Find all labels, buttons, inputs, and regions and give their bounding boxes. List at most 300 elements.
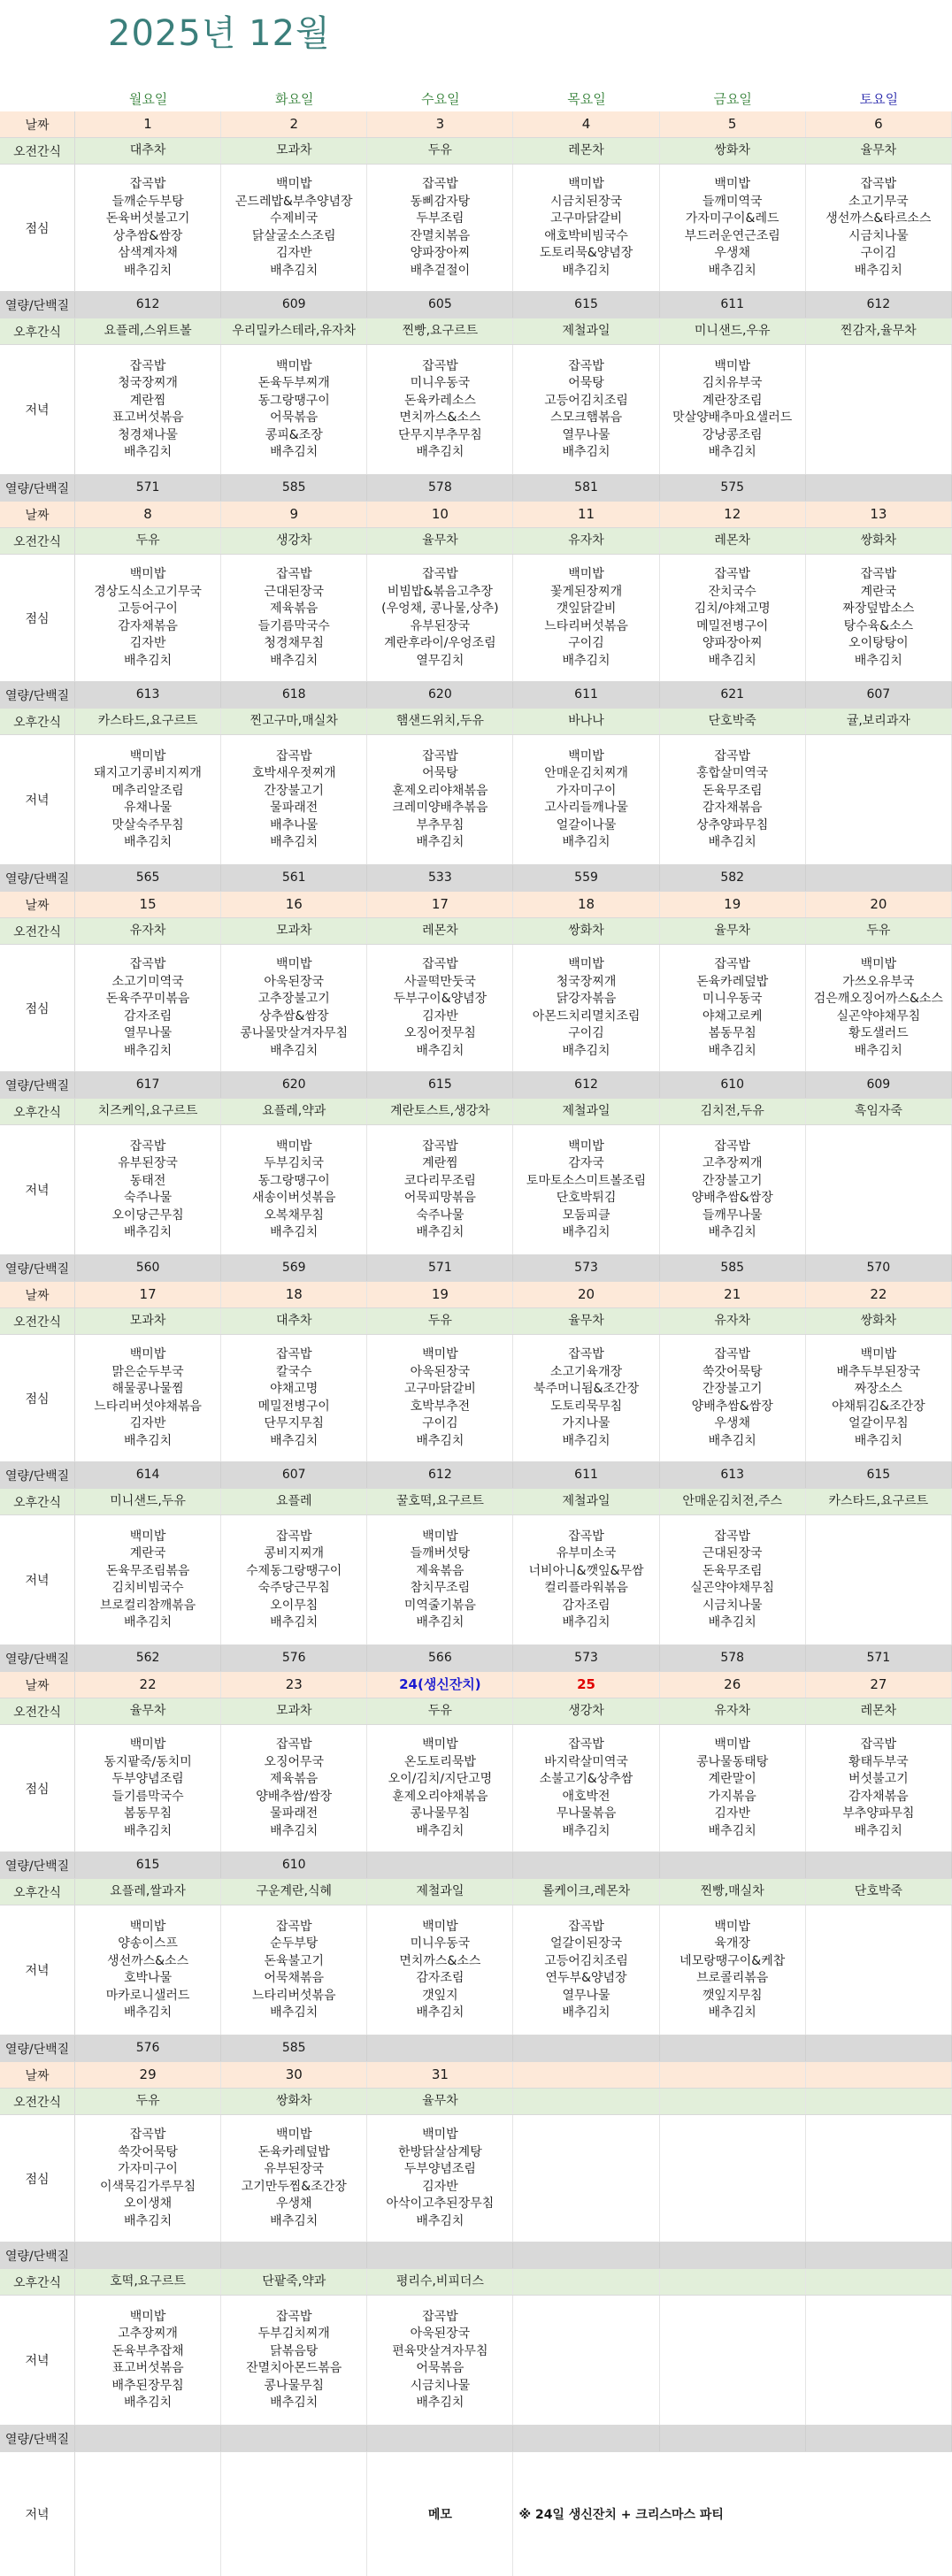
lunch-item: 열무나물: [124, 1026, 173, 1040]
calories-cell: 610: [660, 1072, 806, 1098]
calories-row: [0, 682, 952, 709]
am-snack-cell: 율무차: [660, 918, 806, 944]
calories-dinner-cell: 573: [513, 1645, 659, 1671]
lunch-item: 배추김치: [270, 653, 319, 668]
lunch-item: 소불고기&상추쌈: [539, 1772, 633, 1786]
pm-snack-label: 오후간식: [0, 1099, 75, 1124]
dinner-item: 컬리플라워볶음: [544, 1581, 628, 1595]
lunch-item: 배추김치: [708, 1823, 756, 1838]
dinner-item: 잡곡밥: [422, 1138, 458, 1154]
lunch-cell: [513, 1725, 659, 1852]
lunch-item: 청국장찌개: [556, 974, 617, 989]
weekday-1: 화요일: [274, 90, 314, 107]
lunch-item: 우생채: [275, 2196, 312, 2211]
lunch-cell: [367, 945, 513, 1071]
dinner-item: 배추김치: [416, 1225, 464, 1239]
dinner-item: 김치비빔국수: [111, 1581, 184, 1595]
am-snack-row: [0, 2089, 952, 2115]
lunch-item: 구이김: [860, 246, 897, 260]
lunch-item: 배추김치: [124, 263, 173, 278]
pm-snack-cell: [660, 2269, 806, 2295]
dinner-item: 메추리알조림: [111, 783, 184, 798]
calories-dinner-cell: [367, 2036, 513, 2061]
lunch-item: 버섯불고기: [848, 1772, 909, 1786]
calories-cell: [513, 2242, 659, 2268]
calories-cell: [367, 1852, 513, 1878]
lunch-item: 잡곡밥: [422, 567, 458, 581]
date-row: [0, 892, 952, 918]
lunch-row: [0, 165, 952, 292]
dinner-item: 상추양파무침: [696, 817, 769, 832]
lunch-item: 황태두부국: [848, 1754, 909, 1769]
dinner-cell: [221, 735, 367, 864]
dinner-item: 배추김치: [562, 1225, 610, 1239]
lunch-item: 감자채볶음: [118, 618, 178, 633]
calories-dinner-cell: 576: [75, 2036, 221, 2061]
menu-calendar: [0, 85, 952, 2576]
lunch-item: 들깨미역국: [702, 194, 763, 209]
lunch-item: 야채고로케: [702, 1008, 763, 1024]
am-snack-cell: 율무차: [513, 1308, 659, 1334]
lunch-item: 두부조림: [416, 211, 464, 226]
lunch-item: 고구마닭갈비: [549, 211, 623, 226]
memo-blank: [75, 2452, 221, 2576]
calories-dinner-cell: 570: [806, 1255, 952, 1281]
date-cell: 31: [367, 2062, 513, 2088]
lunch-item: 온도토리묵밥: [403, 1754, 476, 1769]
calories-cell: 607: [806, 682, 952, 708]
dinner-item: 계란국: [129, 1546, 166, 1560]
lunch-item: 배추김치: [854, 263, 902, 278]
lunch-item: 애호박비빔국수: [544, 228, 628, 243]
dinner-item: 강낭콩조림: [702, 427, 763, 442]
date-cell: 21: [660, 1282, 806, 1307]
lunch-item: 아욱된장국: [264, 974, 325, 989]
am-snack-cell: [806, 2089, 952, 2114]
calories-label: 열량/단백질: [0, 292, 75, 318]
am-snack-cell: 유자차: [660, 1698, 806, 1724]
lunch-item: 양파장아찌: [410, 246, 471, 260]
am-snack-cell: 유자차: [75, 918, 221, 944]
lunch-item: 동삐감자탕: [410, 194, 471, 209]
calories-row: [0, 1072, 952, 1099]
lunch-item: 닭살굴소스조림: [251, 228, 336, 243]
dinner-item: 네모랑땡구이&케찹: [679, 1953, 786, 1968]
calories-dinner-cell: 582: [660, 865, 806, 891]
dinner-item: 편육맛살겨자무침: [392, 2343, 488, 2358]
lunch-item: 김자반: [129, 636, 166, 650]
pm-snack-cell: 우리밀카스테라,유자차: [221, 318, 367, 344]
dinner-item: 배추김치: [124, 445, 173, 459]
dinner-item: 감자조림: [562, 1598, 610, 1613]
lunch-item: 백미밥: [714, 1737, 750, 1752]
calories-cell: 612: [367, 1462, 513, 1488]
dinner-item: 배추김치: [270, 835, 319, 849]
lunch-cell: [806, 945, 952, 1071]
calories-cell: 617: [75, 1072, 221, 1098]
lunch-cell: [660, 555, 806, 681]
weekday-header: [0, 85, 952, 111]
lunch-cell: [806, 1725, 952, 1852]
lunch-item: 봄동무침: [708, 1026, 756, 1040]
dinner-item: 백미밥: [714, 358, 750, 373]
lunch-item: 콩나물맛살겨자무침: [240, 1026, 349, 1040]
dinner-label: 저녁: [0, 735, 75, 864]
lunch-item: 무나물볶음: [556, 1806, 617, 1821]
lunch-item: 들기름막국수: [111, 1789, 184, 1804]
lunch-row: [0, 555, 952, 682]
lunch-item: 두부구이&양념장: [393, 992, 488, 1006]
lunch-label: 점심: [0, 945, 75, 1071]
lunch-item: 잡곡밥: [275, 1347, 312, 1361]
calories-cell: 612: [513, 1072, 659, 1098]
lunch-item: 느타리버섯야채볶음: [94, 1399, 202, 1414]
am-snack-cell: 유자차: [513, 528, 659, 554]
calories-dinner-cell: [221, 2426, 367, 2451]
calories-cell: 614: [75, 1462, 221, 1488]
date-cell: 8: [75, 502, 221, 527]
date-cell: 22: [75, 1672, 221, 1698]
dinner-item: 숙주나물: [124, 1191, 173, 1205]
dinner-item: 감자채볶음: [702, 801, 763, 815]
lunch-cell: [806, 2115, 952, 2242]
date-cell: 16: [221, 892, 367, 917]
lunch-item: 고추장불고기: [257, 992, 330, 1006]
dinner-cell: [221, 2296, 367, 2425]
lunch-item: 간장불고기: [702, 1382, 763, 1396]
dinner-item: 토마토소스미트볼조림: [526, 1173, 647, 1188]
dinner-item: 배추김치: [416, 1615, 464, 1629]
dinner-item: 배추김치: [708, 445, 756, 459]
lunch-item: 잡곡밥: [714, 1347, 750, 1361]
lunch-item: 백미밥: [714, 177, 750, 191]
dinner-item: 유채나물: [124, 801, 173, 815]
dinner-cell: [367, 345, 513, 474]
lunch-item: 잡곡밥: [568, 1737, 604, 1752]
calories-dinner-row: [0, 2426, 952, 2452]
pm-snack-cell: 요플레,약과: [221, 1099, 367, 1124]
calories-dinner-cell: 578: [660, 1645, 806, 1671]
pm-snack-cell: 햄샌드위치,두유: [367, 709, 513, 734]
page-title: 2025년 12월: [108, 13, 331, 54]
lunch-cell: [513, 945, 659, 1071]
dinner-cell: [806, 735, 952, 864]
date-cell: [513, 2062, 659, 2088]
lunch-cell: [367, 1335, 513, 1461]
dinner-row: [0, 1905, 952, 2036]
lunch-item: 소고기무국: [848, 194, 909, 209]
lunch-item: 배추김치: [854, 1433, 902, 1448]
calories-dinner-cell: 559: [513, 865, 659, 891]
date-label: 날짜: [0, 1672, 75, 1698]
lunch-label: 점심: [0, 555, 75, 681]
pm-snack-cell: 찐고구마,매실차: [221, 709, 367, 734]
am-snack-cell: 생강차: [221, 528, 367, 554]
dinner-item: 청경채나물: [118, 427, 178, 442]
lunch-item: 수제비국: [270, 211, 319, 226]
lunch-item: 배추김치: [124, 1433, 173, 1448]
dinner-item: 아욱된장국: [410, 2327, 471, 2341]
lunch-item: 계란후라이/우엉조림: [384, 636, 496, 650]
lunch-item: 부드러운연근조림: [684, 228, 780, 243]
pm-snack-cell: 제철과일: [513, 318, 659, 344]
dinner-cell: [660, 735, 806, 864]
pm-snack-cell: 단호박죽: [806, 1879, 952, 1905]
pm-snack-cell: 제철과일: [513, 1489, 659, 1514]
calories-dinner-cell: 571: [367, 1255, 513, 1281]
dinner-cell: [367, 1905, 513, 2035]
lunch-item: 잔치국수: [708, 584, 756, 599]
dinner-item: 생선까스&소스: [107, 1953, 189, 1968]
am-snack-label: 오전간식: [0, 918, 75, 944]
lunch-cell: [660, 2115, 806, 2242]
lunch-item: 오징어무국: [264, 1754, 325, 1769]
pm-snack-cell: 흑임자죽: [806, 1099, 952, 1124]
lunch-item: 훈제오리야채볶음: [392, 1789, 488, 1804]
calories-row: [0, 2242, 952, 2269]
date-cell: 12: [660, 502, 806, 527]
dinner-item: 계란장조림: [702, 393, 763, 408]
lunch-item: 잡곡밥: [129, 177, 166, 191]
dinner-item: 양송이스프: [118, 1936, 178, 1951]
date-cell: [806, 2062, 952, 2088]
lunch-cell: [367, 165, 513, 291]
dinner-item: 시금치나물: [702, 1598, 763, 1613]
dinner-item: 브로컬리참깨볶음: [99, 1598, 196, 1613]
dinner-item: 깻잎지무침: [702, 1988, 763, 2003]
calories-dinner-cell: [806, 2426, 952, 2451]
dinner-item: 어묵볶음: [270, 410, 319, 425]
pm-snack-cell: [513, 2269, 659, 2295]
memo-row-label: 저녁: [0, 2452, 75, 2576]
lunch-item: 사골떡만둣국: [403, 974, 476, 989]
dinner-item: 느타리버섯볶음: [251, 1988, 336, 2003]
lunch-item: 배추김치: [708, 263, 756, 278]
calories-dinner-cell: 561: [221, 865, 367, 891]
am-snack-cell: 쌍화차: [221, 2089, 367, 2114]
lunch-item: 잡곡밥: [129, 2128, 166, 2142]
calories-dinner-cell: [660, 2426, 806, 2451]
lunch-item: 돈육카레덮밥: [257, 2144, 330, 2159]
lunch-cell: [75, 1725, 221, 1852]
calories-dinner-row: [0, 865, 952, 892]
lunch-item: 돈육카레덮밥: [696, 974, 769, 989]
dinner-item: 잡곡밥: [714, 748, 750, 763]
am-snack-cell: 레몬차: [367, 918, 513, 944]
dinner-item: 모둠피클: [562, 1208, 610, 1223]
lunch-cell: [221, 555, 367, 681]
lunch-item: 야채고명: [270, 1382, 319, 1396]
lunch-item: 백미밥: [422, 2128, 458, 2142]
dinner-item: 얼갈이나물: [556, 817, 617, 832]
dinner-label: 저녁: [0, 1125, 75, 1254]
calories-dinner-cell: [806, 2036, 952, 2061]
dinner-cell: [367, 2296, 513, 2425]
calories-cell: 621: [660, 682, 806, 708]
dinner-item: 어묵피망볶음: [403, 1191, 476, 1205]
dinner-cell: [660, 1515, 806, 1644]
dinner-item: 연두부&양념장: [545, 1971, 627, 1985]
lunch-cell: [221, 165, 367, 291]
dinner-item: 가자미구이: [556, 783, 617, 798]
dinner-item: 면치까스&소스: [399, 1953, 481, 1968]
date-cell: 5: [660, 111, 806, 137]
pm-snack-cell: 단팥죽,약과: [221, 2269, 367, 2295]
calories-cell: [221, 2242, 367, 2268]
pm-snack-cell: 바나나: [513, 709, 659, 734]
dinner-item: 잡곡밥: [275, 748, 312, 763]
memo-row: [0, 2452, 952, 2576]
date-label: 날짜: [0, 2062, 75, 2088]
am-snack-cell: 두유: [367, 138, 513, 164]
lunch-item: 배추김치: [416, 2213, 464, 2228]
date-cell: 17: [75, 1282, 221, 1307]
lunch-label: 점심: [0, 1335, 75, 1461]
dinner-item: 두부김치국: [264, 1156, 325, 1170]
calories-dinner-row: [0, 1645, 952, 1672]
am-snack-cell: 대추차: [75, 138, 221, 164]
pm-snack-row: [0, 2269, 952, 2296]
dinner-item: 수제동그랑땡구이: [246, 1563, 342, 1578]
dinner-item: 청국장찌개: [118, 376, 178, 390]
dinner-cell: [75, 2296, 221, 2425]
dinner-item: 잡곡밥: [275, 2309, 312, 2324]
date-cell: 19: [367, 1282, 513, 1307]
dinner-cell: [660, 345, 806, 474]
date-cell: 6: [806, 111, 952, 137]
dinner-item: 미니우동국: [410, 376, 471, 390]
dinner-item: 맛살양배추마요샐러드: [672, 410, 793, 425]
lunch-item: 배추김치: [416, 1433, 464, 1448]
dinner-item: 미역줄기볶음: [403, 1598, 476, 1613]
dinner-item: 어묵탕: [568, 376, 604, 390]
dinner-item: 고등어김치조림: [544, 1953, 628, 1968]
lunch-item: 메밀전병구이: [696, 618, 769, 633]
lunch-cell: [660, 945, 806, 1071]
dinner-item: 배추김치: [416, 835, 464, 849]
calories-dinner-cell: 585: [660, 1255, 806, 1281]
lunch-item: 양배추쌈&쌈장: [691, 1399, 773, 1414]
dinner-cell: [806, 1515, 952, 1644]
dinner-item: 배추김치: [270, 2005, 319, 2020]
date-cell: 20: [806, 892, 952, 917]
lunch-item: 고등어구이: [118, 602, 178, 616]
lunch-item: 오징어젓무침: [403, 1026, 476, 1040]
dinner-label: 저녁: [0, 345, 75, 474]
dinner-item: 배추된장무침: [111, 2378, 184, 2393]
lunch-item: 배추김치: [562, 1823, 610, 1838]
calories-cell: 611: [660, 292, 806, 318]
lunch-item: 배추김치: [854, 1043, 902, 1058]
lunch-label: 점심: [0, 1725, 75, 1852]
lunch-item: 곤드레밥&부추양념장: [234, 194, 353, 209]
dinner-cell: [513, 735, 659, 864]
lunch-item: 비빔밥&볶음고추장: [387, 584, 493, 599]
am-snack-cell: [660, 2089, 806, 2114]
dinner-item: 제육볶음: [416, 1563, 464, 1578]
dinner-item: 오이무침: [270, 1598, 319, 1613]
dinner-item: 김치유부국: [702, 376, 763, 390]
am-snack-cell: 대추차: [221, 1308, 367, 1334]
dinner-item: 돈육무조림: [702, 1563, 763, 1578]
dinner-item: 잡곡밥: [422, 748, 458, 763]
am-snack-label: 오전간식: [0, 1308, 75, 1334]
lunch-item: 계란말이: [708, 1772, 756, 1786]
date-cell: 26: [660, 1672, 806, 1698]
dinner-item: 배추김치: [124, 1615, 173, 1629]
dinner-item: 잡곡밥: [129, 358, 166, 373]
lunch-item: 배추김치: [416, 1823, 464, 1838]
am-snack-cell: 쌍화차: [660, 138, 806, 164]
lunch-item: 백미밥: [568, 567, 604, 581]
calories-dinner-cell: [513, 2426, 659, 2451]
dinner-item: 백미밥: [129, 1529, 166, 1544]
lunch-item: 돈육주꾸미볶음: [105, 992, 190, 1006]
am-snack-cell: 두유: [367, 1308, 513, 1334]
calories-dinner-cell: 578: [367, 475, 513, 501]
dinner-item: 미니우동국: [410, 1936, 471, 1951]
dinner-item: 들깨무나물: [702, 1208, 763, 1223]
dinner-cell: [513, 1515, 659, 1644]
lunch-item: 배추김치: [562, 653, 610, 668]
lunch-item: 우생채: [714, 246, 750, 260]
calories-dinner-label: 열량/단백질: [0, 1255, 75, 1281]
lunch-cell: [75, 165, 221, 291]
dinner-cell: [221, 1905, 367, 2035]
lunch-cell: [660, 165, 806, 291]
dinner-item: 오이당근무침: [111, 1208, 184, 1223]
lunch-item: 잡곡밥: [714, 567, 750, 581]
lunch-item: 백미밥: [275, 177, 312, 191]
lunch-item: 검은깨오징어까스&소스: [813, 992, 943, 1006]
am-snack-cell: 율무차: [75, 1698, 221, 1724]
date-cell: 20: [513, 1282, 659, 1307]
dinner-cell: [806, 2296, 952, 2425]
lunch-item: 배추김치: [270, 1823, 319, 1838]
dinner-cell: [221, 1515, 367, 1644]
dinner-item: 훈제오리야채볶음: [392, 783, 488, 798]
pm-snack-cell: 찐빵,매실차: [660, 1879, 806, 1905]
lunch-item: 우생채: [714, 1416, 750, 1430]
calories-cell: [806, 2242, 952, 2268]
calories-dinner-row: [0, 2036, 952, 2062]
dinner-item: 두부김치찌개: [257, 2327, 330, 2341]
lunch-item: 실곤약야채무침: [836, 1008, 921, 1024]
lunch-item: 소고기육개장: [549, 1364, 623, 1379]
calories-dinner-cell: 585: [221, 475, 367, 501]
date-cell: 3: [367, 111, 513, 137]
date-cell: 18: [513, 892, 659, 917]
lunch-item: 배추두부된장국: [836, 1364, 921, 1379]
pm-snack-cell: 찐빵,요구르트: [367, 318, 513, 344]
dinner-item: 돈육부추잡채: [111, 2343, 184, 2358]
date-label: 날짜: [0, 1282, 75, 1307]
lunch-item: 상추쌈&쌈장: [258, 1008, 329, 1024]
lunch-item: 칼국수: [275, 1364, 312, 1379]
date-row: [0, 111, 952, 138]
lunch-item: 잡곡밥: [714, 957, 750, 971]
dinner-item: 새송이버섯볶음: [251, 1191, 336, 1205]
dinner-item: 잡곡밥: [422, 2309, 458, 2324]
dinner-item: 감자국: [568, 1156, 604, 1170]
lunch-item: 구이김: [422, 1416, 458, 1430]
lunch-cell: [513, 1335, 659, 1461]
am-snack-cell: 율무차: [367, 528, 513, 554]
calories-cell: [75, 2242, 221, 2268]
dinner-item: 면치까스&소스: [399, 410, 481, 425]
lunch-item: 가자미구이&레드: [685, 211, 779, 226]
dinner-item: 부추무침: [416, 817, 464, 832]
